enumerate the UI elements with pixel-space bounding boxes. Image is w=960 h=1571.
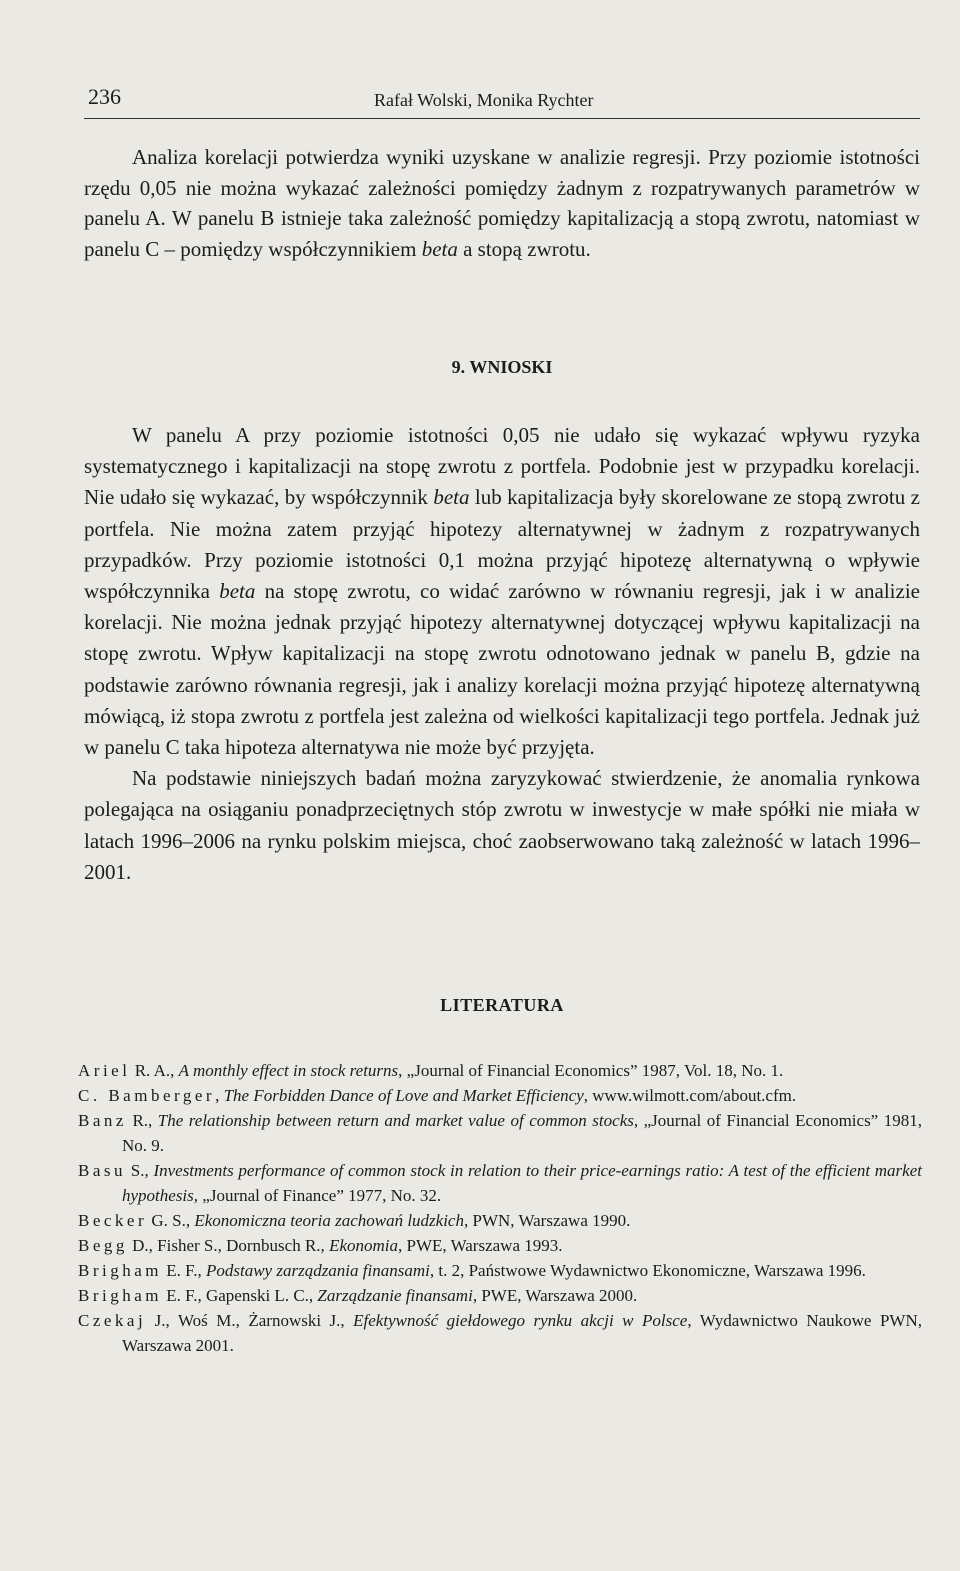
reference-author: Brigham [78, 1261, 162, 1280]
reference-item [78, 1233, 922, 1258]
reference-author-rest: G. S., [147, 1211, 195, 1230]
reference-title: Zarządzanie finansami [317, 1286, 473, 1305]
reference-author: Begg [78, 1236, 128, 1255]
header-rule [84, 118, 920, 119]
reference-title: The relationship between return and market value of common stocks [157, 1111, 634, 1130]
reference-tail: , PWE, Warszawa 2000. [472, 1286, 638, 1305]
intro-paragraph-block [84, 142, 920, 264]
reference-tail: , t. 2, Państwowe Wydawnictwo Ekonomiczne, Warszawa 1996. [429, 1261, 866, 1280]
reference-title: A monthly effect in stock returns [178, 1061, 399, 1080]
conclusions-p1-a: W panelu A przy poziomie istotności 0,05 nie udało się wykazać wpływu ryzyka systematycznego i kapitalizacji na stopę zwrotu z portfela. Podobnie jest w przypadku korelacji. Nie udało się wykazać, by współczynnik [84, 423, 920, 510]
conclusions-p1-italic-2: beta [219, 579, 256, 604]
reference-item [78, 1058, 922, 1083]
page-number: 236 [88, 84, 121, 109]
reference-author-rest: D., Fisher S., Dornbusch R., [127, 1236, 330, 1255]
reference-item [78, 1158, 922, 1208]
reference-list [78, 1058, 922, 1358]
reference-author-rest: , [215, 1086, 224, 1105]
reference-item [78, 1083, 922, 1108]
reference-item [78, 1283, 922, 1308]
reference-item [78, 1258, 922, 1283]
reference-item [78, 1208, 922, 1233]
conclusions-p1-e: na stopę zwrotu, co widać zarówno w równaniu regresji, jak i w analizie korelacji. Nie można jednak przyjąć hipotezy alternatywnej dotyczącej wpływu kapitalizacji na stopę zwrotu. Wpływ kapitalizacji na stopę zwrotu odnotowano jednak w panelu B, gdzie na podstawie zarówno równania regresji, jak i analizy korelacji można przyjąć hipotezę alternatywną mówiącą, iż stopa zwrotu z portfela jest zależna od wielkości kapitalizacji tego portfela. Jednak już w panelu C taka hipoteza alternatywa nie może być przyjęta. [84, 579, 920, 760]
reference-author-rest: S., [126, 1161, 154, 1180]
reference-author: Banz [78, 1111, 127, 1130]
running-head: Rafał Wolski, Monika Rychter [374, 90, 594, 110]
reference-author: Brigham [78, 1286, 162, 1305]
reference-author-rest: R., [126, 1111, 158, 1130]
reference-author: Ariel [78, 1061, 131, 1080]
reference-author: Czekaj [78, 1311, 147, 1330]
page-header [84, 84, 920, 120]
reference-author-rest: J., Woś M., Żarnowski J., [146, 1311, 354, 1330]
conclusions-p1-c: lub kapitalizacja były skorelowane ze stopą zwrotu z portfela. Nie można zatem przyjąć hipotezy alternatywnej w żadnym z rozpatrywanych przypadków. Przy poziomie istotności 0,1 można przyjąć hipotezę alternatywną o wpływie współczynnika [84, 485, 921, 604]
reference-title: Ekonomiczna teoria zachowań ludzkich [194, 1211, 464, 1230]
reference-tail: , PWN, Warszawa 1990. [463, 1211, 631, 1230]
reference-tail: , Wydawnictwo Naukowe PWN, Warszawa 2001. [122, 1311, 922, 1355]
reference-author: Basu [78, 1161, 126, 1180]
reference-item [78, 1308, 922, 1358]
conclusions-p1-italic-1: beta [433, 485, 470, 510]
reference-tail: , „Journal of Financial Economics” 1987, Vol. 18, No. 1. [398, 1061, 784, 1080]
intro-paragraph [84, 142, 920, 264]
reference-title: Podstawy zarządzania finansami [205, 1261, 430, 1280]
reference-tail: , „Journal of Financial Economics” 1981, No. 9. [122, 1111, 922, 1155]
conclusions-paragraph-2: Na podstawie niniejszych badań można zaryzykować stwierdzenie, że anomalia rynkowa polegająca na osiąganiu ponadprzeciętnych stóp zwrotu w inwestycje w małe spółki nie miała w latach 1996–2006 na rynku polskim miejsca, choć zaobserwowano taką zależność w latach 1996–2001. [84, 766, 920, 884]
reference-tail: , PWE, Warszawa 1993. [398, 1236, 563, 1255]
reference-author-rest: E. F., Gapenski L. C., [162, 1286, 318, 1305]
conclusions-body [84, 420, 920, 888]
reference-tail: , „Journal of Finance” 1977, No. 32. [193, 1186, 442, 1205]
intro-italic-term: beta [421, 236, 458, 261]
reference-author: Becker [78, 1211, 148, 1230]
reference-author-rest: R. A., [130, 1061, 179, 1080]
intro-text: Analiza korelacji potwierdza wyniki uzyskane w analizie regresji. Przy poziomie istotności rzędu 0,05 nie można wykazać zależności pomiędzy żadnym z rozpatrywanych parametrów w panelu A. W panelu B istnieje taka zależność pomiędzy kapitalizacją a stopą zwrotu, natomiast w panelu C – pomiędzy współczynnikiem [84, 145, 920, 261]
reference-author-rest: E. F., [162, 1261, 206, 1280]
section-heading-literature: LITERATURA [440, 995, 564, 1015]
reference-tail: , www.wilmott.com/about.cfm. [583, 1086, 797, 1105]
conclusions-paragraph-1 [84, 420, 920, 763]
reference-title: The Forbidden Dance of Love and Market Efficiency [223, 1086, 584, 1105]
reference-title: Efektywność giełdowego rynku akcji w Polsce [353, 1311, 688, 1330]
reference-item [78, 1108, 922, 1158]
reference-author: C. Bamberger [78, 1086, 216, 1105]
section-heading-conclusions: 9. WNIOSKI [451, 357, 553, 377]
reference-title: Investments performance of common stock in relation to their price-earnings ratio: A test of the efficient market hypothesis [122, 1161, 922, 1205]
reference-title: Ekonomia [329, 1236, 398, 1255]
intro-tail: a stopą zwrotu. [457, 236, 591, 261]
